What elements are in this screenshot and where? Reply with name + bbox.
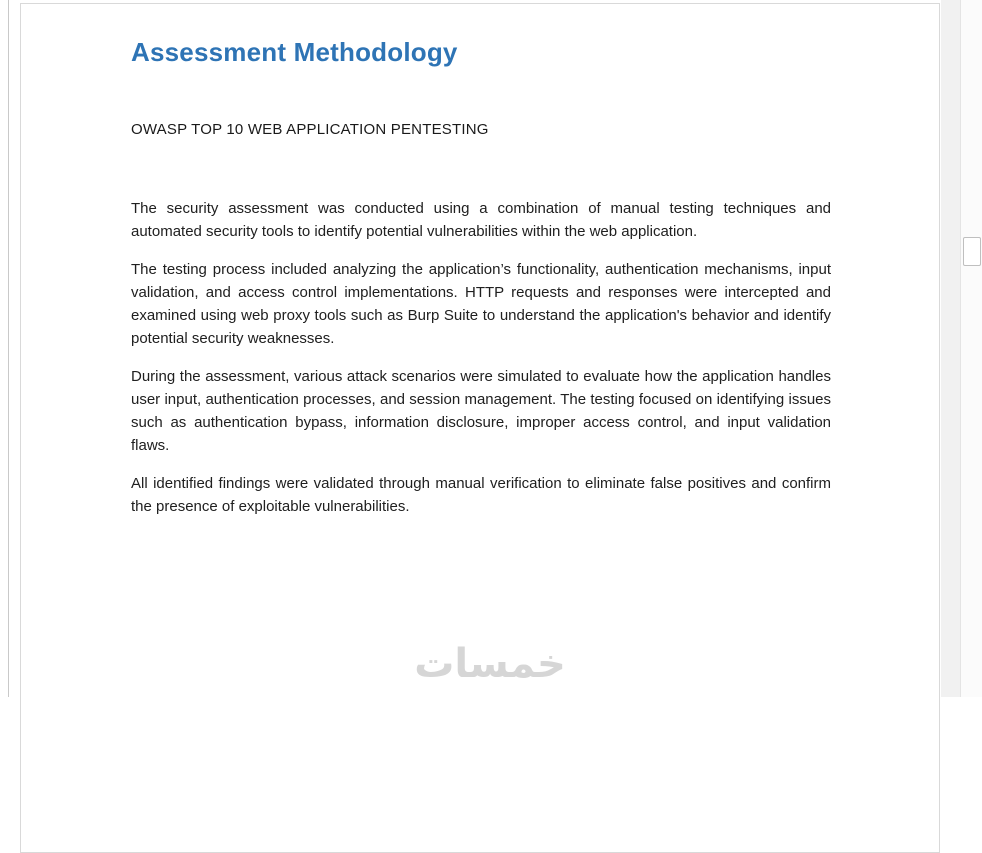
scrollbar-thumb[interactable] bbox=[963, 237, 981, 266]
scrollbar-track[interactable] bbox=[960, 0, 982, 697]
document-body bbox=[131, 197, 831, 518]
right-rail bbox=[941, 0, 982, 697]
document-page bbox=[20, 3, 940, 853]
window-left-edge bbox=[8, 0, 9, 697]
khamsat-watermark: خمسات bbox=[414, 641, 566, 687]
paragraph: The testing process included analyzing the application’s functionality, authentication mechanisms, input validation, and access control implementations. HTTP requests and responses were intercepted and examined using web proxy tools such as Burp Suite to understand the application's behavior and identify potential security weaknesses. bbox=[131, 261, 831, 348]
paragraph: The security assessment was conducted using a combination of manual testing techniques and automated security tools to identify potential vulnerabilities within the web application. bbox=[131, 200, 831, 241]
paragraph: All identified findings were validated through manual verification to eliminate false positives and confirm the presence of exploitable vulnerabilities. bbox=[131, 475, 831, 516]
paragraph: During the assessment, various attack scenarios were simulated to evaluate how the application handles user input, authentication processes, and session management. The testing focused on identifying issues such as authentication bypass, information disclosure, improper access control, and input validation flaws. bbox=[131, 368, 831, 455]
page-title: Assessment Methodology bbox=[131, 37, 458, 67]
document-subtitle: OWASP TOP 10 WEB APPLICATION PENTESTING bbox=[131, 121, 489, 139]
